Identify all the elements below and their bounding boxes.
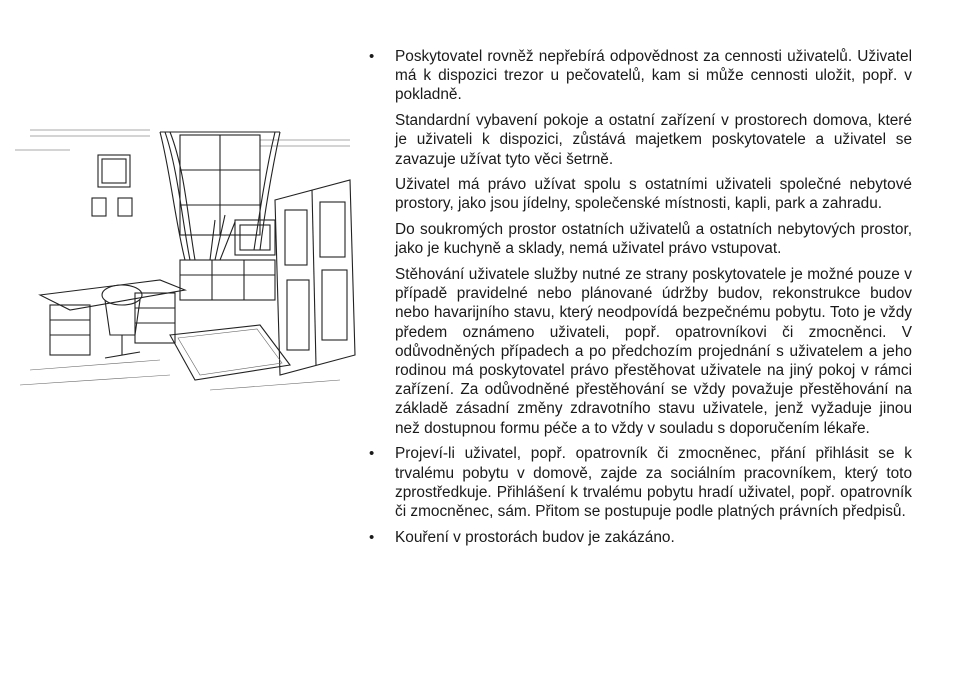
window bbox=[160, 132, 280, 260]
bullet-icon: • bbox=[369, 445, 375, 463]
desk bbox=[40, 280, 185, 358]
wall-hatching bbox=[15, 130, 350, 150]
shared-spaces-paragraph: Uživatel má právo užívat spolu s ostatními uživateli společné nebytové prostory, jako jsou jídelny, společenské místnosti, kapli, park a zahradu. bbox=[395, 176, 912, 213]
floor-lines bbox=[20, 360, 340, 390]
paragraph-group bbox=[367, 111, 912, 438]
valuables-paragraph: Poskytovatel rovněž nepřebírá odpovědnost za cennosti uživatelů. Uživatel má k dispozici trezor u pečovatelů, kam si může cennosti uložit, popř. v pokladně. bbox=[395, 48, 912, 104]
wall-pictures bbox=[92, 155, 132, 216]
rules-text bbox=[367, 47, 912, 553]
list-item bbox=[367, 528, 912, 547]
list-item bbox=[367, 444, 912, 521]
equipment-paragraph: Standardní vybavení pokoje a ostatní zařízení v prostorech domova, které je uživateli k dispozici, zůstává majetkem poskytovatele a uživatel se zavazuje užívat tyto věci šetrně. bbox=[395, 112, 912, 168]
relocation-paragraph: Stěhování uživatele služby nutné ze strany poskytovatele je možné pouze v případě pravidelné nebo plánované údržby budov, rekonstrukce budov nebo havarijního stavu, který neodpovídá bezpečnému pobytu. Toto je vždy předem oznámeno uživateli, popř. opatrovníkovi či zmocněnci. V odůvodněných případech a po předchozím projednání s uživatelem a jeho rodinou má poskytovatel právo přestěhovat uživatele na jiný pokoj v rámci zařízení. Za odůvodněné přestěhování se vždy považuje přestěhování na základě zásadní změny zdravotního stavu uživatele, jenž vyžaduje jinou než dostupnou formu péče a to vždy v souladu s doporučením lékaře. bbox=[395, 266, 912, 437]
residence-paragraph: Projeví-li uživatel, popř. opatrovník či zmocněnec, přání přihlásit se k trvalému pobytu v domově, zajde za sociálním pracovníkem, který toto zprostředkuje. Přihlášení k trvalému pobytu hradí uživatel, popř. opatrovník či zmocněnec, sám. Přitom se postupuje podle platných právních předpisů. bbox=[395, 445, 912, 520]
room-illustration bbox=[10, 110, 370, 400]
bullet-icon: • bbox=[369, 48, 375, 65]
private-spaces-paragraph: Do soukromých prostor ostatních uživatelů a ostatních nebytových prostor, jako je kuchyně a sklady, nemá uživatel právo vstupovat. bbox=[395, 221, 912, 258]
list-item bbox=[367, 47, 912, 105]
smoking-paragraph: Kouření v prostorách budov je zakázáno. bbox=[395, 528, 675, 546]
television bbox=[235, 220, 275, 255]
rug bbox=[170, 325, 290, 380]
bullet-icon: • bbox=[369, 528, 375, 546]
wardrobe bbox=[275, 180, 355, 375]
